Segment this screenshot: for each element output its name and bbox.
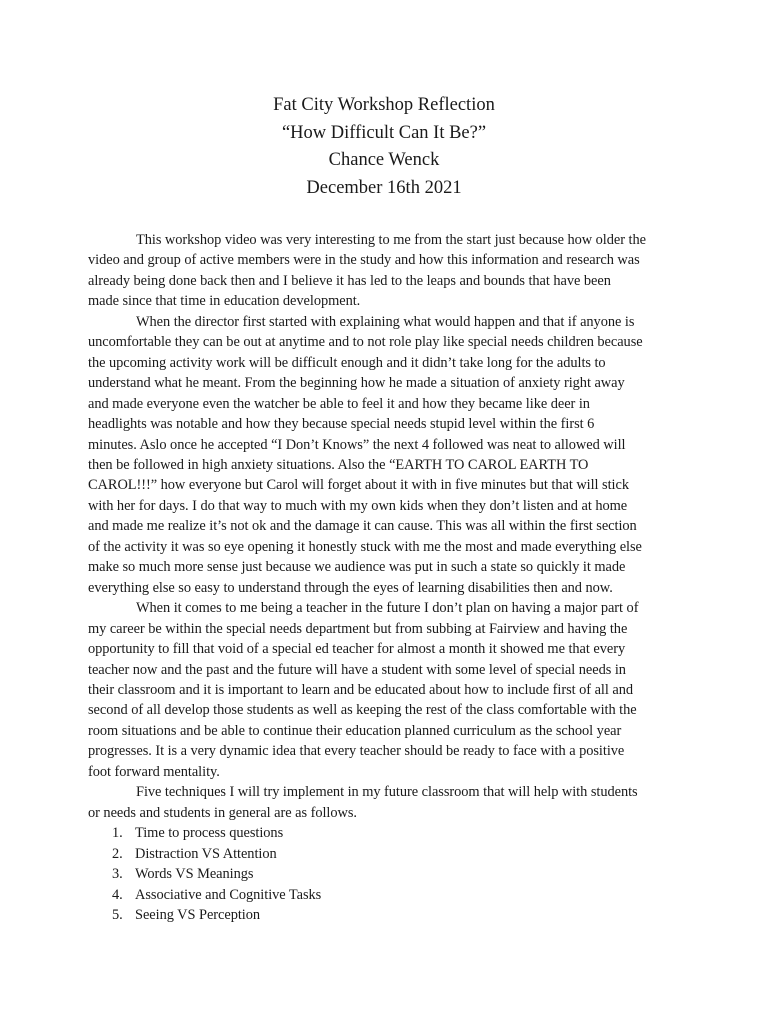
paragraph <box>88 312 688 598</box>
author-name: Chance Wenck <box>328 150 440 170</box>
text-line: uncomfortable they can be out at anytime and to not role play like special needs children because <box>88 334 643 351</box>
list-item-text: Seeing VS Perception <box>135 906 261 923</box>
text-line: foot forward mentality. <box>88 763 220 780</box>
paragraph <box>88 598 688 782</box>
text-line: minutes. Aslo once he accepted “I Don’t Knows” the next 4 followed was neat to allowed will <box>88 436 626 453</box>
paragraph <box>88 782 688 823</box>
text-line: progresses. It is a very dynamic idea that every teacher should be ready to face with a positive <box>88 743 625 760</box>
list-item <box>88 885 688 905</box>
text-line: opportunity to fill that void of a special ed teacher for almost a month it showed me that every <box>88 641 626 658</box>
text-line: everything else so easy to understand through the eyes of learning disabilities then and now. <box>88 579 613 596</box>
list-item-text: Distraction VS Attention <box>135 845 277 862</box>
text-line: video and group of active members were in the study and how this information and research was <box>88 252 640 269</box>
text-line: the upcoming activity work will be difficult enough and it didn’t take long for the adults to <box>88 354 606 371</box>
document-title: Fat City Workshop Reflection <box>273 95 495 115</box>
title-block <box>0 92 768 202</box>
list-item <box>88 844 688 864</box>
text-line: When it comes to me being a teacher in the future I don’t plan on having a major part of <box>136 600 639 617</box>
text-line: then be followed in high anxiety situations. Also the “EARTH TO CAROL EARTH TO <box>88 456 589 473</box>
list-number: 3. <box>112 866 123 883</box>
text-line: understand what he meant. From the beginning how he made a situation of anxiety right away <box>88 375 625 392</box>
list-number: 1. <box>112 825 123 842</box>
list-item <box>88 823 688 843</box>
text-line: room situations and be able to continue their education planned curriculum as the school year <box>88 722 622 739</box>
paragraph <box>88 230 688 312</box>
text-line: and made me realize it’s not ok and the damage it can cause. This was all within the first section <box>88 518 637 535</box>
text-line: This workshop video was very interesting to me from the start just because how older the <box>136 232 646 248</box>
list-item-text: Time to process questions <box>135 825 284 842</box>
document-body <box>88 230 688 925</box>
document-date: December 16th 2021 <box>306 177 462 198</box>
list-number: 5. <box>112 906 123 923</box>
text-line: headlights was notable and how they because special needs stupid level within the first 6 <box>88 416 595 433</box>
text-line: my career be within the special needs department but from subbing at Fairview and having the <box>88 620 628 637</box>
text-line: with her for days. I do that way to much with my own kids when they don’t listen and at home <box>88 497 628 514</box>
list-number: 4. <box>112 886 123 903</box>
list-item-text: Associative and Cognitive Tasks <box>135 886 322 903</box>
technique-list <box>88 823 688 925</box>
document-subtitle: “How Difficult Can It Be?” <box>281 122 487 143</box>
text-line: their classroom and it is important to learn and be educated about how to include first of all and <box>88 681 633 698</box>
text-line: second of all develop those students as well as keeping the rest of the class comfortable with the <box>88 702 637 719</box>
text-line: CAROL!!!” how everyone but Carol will forget about it with in five minutes but that will stick <box>88 477 629 494</box>
text-line: Five techniques I will try implement in my future classroom that will help with students <box>136 784 638 801</box>
text-line: made since that time in education development. <box>88 293 361 310</box>
text-line: When the director first started with explaining what would happen and that if anyone is <box>136 313 635 330</box>
text-line: and made everyone even the watcher be able to feel it and how they became like deer in <box>88 395 590 412</box>
text-line: or needs and students in general are as follows. <box>88 804 357 821</box>
list-item-text: Words VS Meanings <box>135 866 254 883</box>
list-number: 2. <box>112 845 123 862</box>
text-line: teacher now and the past and the future will have a student with some level of special needs in <box>88 661 626 678</box>
text-line: make so much more sense just because we audience was put in such a state so quickly it made <box>88 559 626 576</box>
list-item <box>88 905 688 925</box>
text-line: already being done back then and I believe it has led to the leaps and bounds that have been <box>88 272 611 289</box>
text-line: of the activity it was so eye opening it honestly stuck with me the most and made everything else <box>88 538 642 555</box>
list-item <box>88 864 688 884</box>
